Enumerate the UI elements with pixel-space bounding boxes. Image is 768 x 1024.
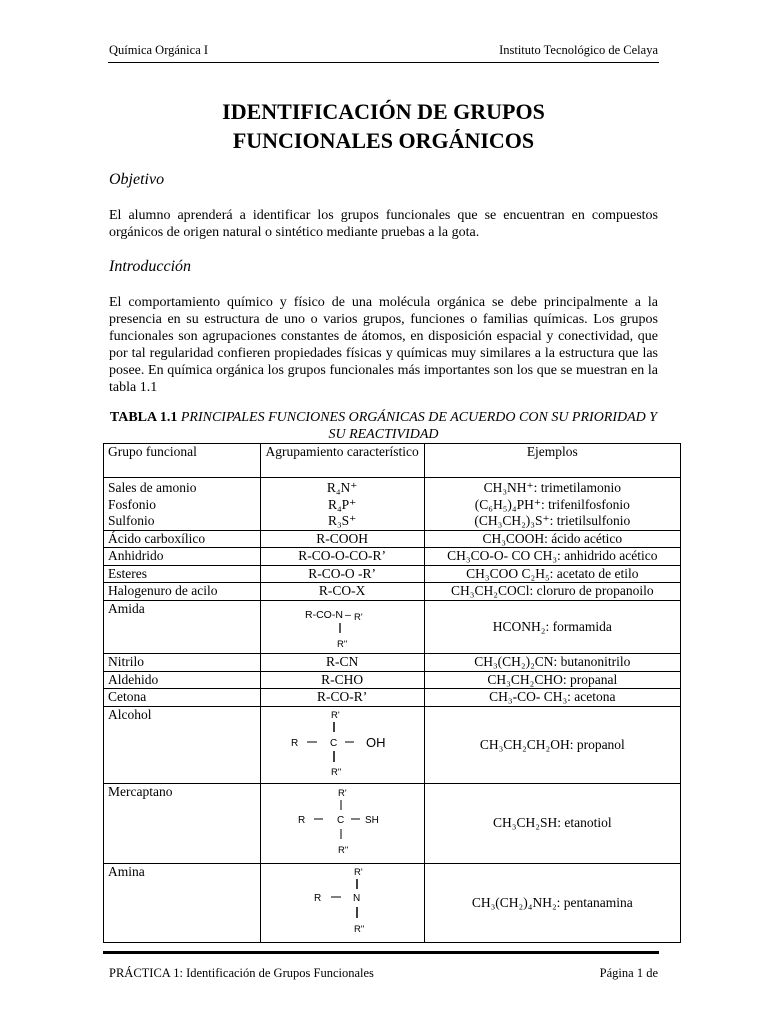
group-acyl-halide: Halogenuro de acilo	[104, 583, 261, 601]
footer-rule	[103, 951, 659, 954]
amine-r-bottom: R"	[354, 923, 365, 935]
alcohol-r-bottom: R"	[331, 766, 342, 778]
header-institution: Instituto Tecnológico de Celaya	[499, 43, 658, 57]
example-ketone: CH₃-CO- CH₃: acetona	[424, 689, 680, 707]
example-alcohol: CH₃CH₂CH₂OH: propanol	[424, 706, 680, 784]
group-amine: Amina	[104, 863, 261, 943]
alcohol-r-left: R	[291, 737, 299, 749]
example-amine: CH₃(CH₂)₄NH₂: pentanamina	[424, 863, 680, 943]
example-mercaptan: CH₃CH₂SH: etanotiol	[424, 784, 680, 864]
structure-amine	[260, 863, 424, 943]
group-ammonium: Sales de amonio	[108, 480, 197, 495]
onium-formulas	[260, 478, 424, 531]
table-row	[104, 863, 681, 943]
amine-nitrogen: N	[353, 892, 361, 904]
title-line-1: IDENTIFICACIÓN DE GRUPOS	[222, 99, 545, 124]
alcohol-structure-svg	[262, 707, 422, 779]
table-caption-text: PRINCIPALES FUNCIONES ORGÁNICAS DE ACUERDO CON SU PRIORIDAD Y SU REACTIVIDAD	[180, 410, 658, 442]
structure-amide	[260, 600, 424, 654]
mercaptan-carbon: C	[337, 815, 345, 826]
amide-r2: R"	[337, 638, 348, 649]
amide-dash: –	[345, 608, 351, 621]
formula-sulfonium: R₃S⁺	[327, 513, 357, 528]
table-row	[104, 548, 681, 566]
group-mercaptan: Mercaptano	[104, 784, 261, 864]
formula-ketone: R-CO-R’	[260, 689, 424, 707]
amine-r-left: R	[314, 892, 322, 904]
alcohol-r-top: R'	[331, 709, 340, 721]
example-aldehyde: CH₃CH₂CHO: propanal	[424, 671, 680, 689]
group-phosphonium: Fosfonio	[108, 496, 157, 512]
group-sulfonium: Sulfonio	[108, 513, 155, 528]
formula-anhydride: R-CO-O-CO-R’	[260, 548, 424, 566]
formula-ammonium: R₄N⁺	[326, 480, 358, 495]
example-nitrile: CH₃(CH₂)₂CN: butanonitrilo	[424, 654, 680, 672]
footer-practice: PRÁCTICA 1: Identificación de Grupos Funcionales	[109, 966, 374, 980]
amide-r1: R'	[354, 611, 363, 623]
example-carboxylic: CH₃COOH: ácido acético	[424, 530, 680, 548]
table-row	[104, 784, 681, 864]
example-ammonium: CH₃NH⁺: trimetilamonio	[483, 480, 622, 495]
introduction-heading: Introducción	[109, 258, 192, 275]
group-amide: Amida	[104, 600, 261, 654]
table-row	[104, 706, 681, 784]
formula-phosphonium: R₄P⁺	[327, 496, 357, 512]
table-header-row	[104, 444, 681, 478]
table-row	[104, 671, 681, 689]
formula-aldehyde: R-CHO	[260, 671, 424, 689]
formula-carboxylic: R-COOH	[260, 530, 424, 548]
table-label: TABLA 1.1	[109, 410, 178, 425]
header-rule	[108, 62, 659, 63]
mercaptan-r-top: R'	[338, 788, 347, 799]
group-aldehyde: Aldehido	[104, 671, 261, 689]
alcohol-carbon: C	[330, 737, 338, 749]
objective-heading: Objetivo	[109, 171, 165, 188]
table-row	[104, 654, 681, 672]
amine-r-top: R'	[354, 866, 363, 878]
table-row	[104, 689, 681, 707]
table-row	[104, 583, 681, 601]
structure-alcohol	[260, 706, 424, 784]
footer-page: Página 1 de	[599, 966, 658, 980]
group-nitrile: Nitrilo	[104, 654, 261, 672]
onium-examples	[424, 478, 680, 531]
example-phosphonium: (C₆H₅)₄PH⁺: trifenilfosfonio	[474, 496, 630, 512]
table-row	[104, 565, 681, 583]
group-alcohol: Alcohol	[104, 706, 261, 784]
header-group: Grupo funcional	[104, 444, 261, 478]
group-ester: Esteres	[104, 565, 261, 583]
header-course: Química Orgánica I	[109, 43, 209, 57]
amine-structure-svg	[262, 864, 422, 938]
formula-ester: R-CO-O -R’	[260, 565, 424, 583]
example-anhydride: CH₃CO-O- CO CH₃: anhidrido acético	[424, 548, 680, 566]
group-ketone: Cetona	[104, 689, 261, 707]
mercaptan-structure-svg	[262, 784, 422, 858]
formula-acyl-halide: R-CO-X	[260, 583, 424, 601]
table-row	[104, 600, 681, 654]
structure-mercaptan	[260, 784, 424, 864]
group-anhydride: Anhidrido	[104, 548, 261, 566]
page-title	[108, 97, 659, 155]
mercaptan-r-left: R	[298, 815, 306, 826]
functional-groups-table	[103, 443, 681, 943]
amide-main: R-CO-N	[305, 608, 344, 621]
alcohol-oh: OH	[366, 734, 386, 750]
table-caption	[108, 409, 659, 443]
example-ester: CH₃COO C₂H₅: acetato de etilo	[424, 565, 680, 583]
example-acyl-halide: CH₃CH₂COCl: cloruro de propanoilo	[424, 583, 680, 601]
onium-groups	[104, 478, 261, 531]
objective-text: El alumno aprenderá a identificar los grupos funcionales que se encuentran en compuestos orgánicos de origen natural o sintético mediante pruebas a la gota.	[109, 208, 658, 240]
header-pattern: Agrupamiento característico	[260, 444, 424, 478]
table-row	[104, 530, 681, 548]
formula-nitrile: R-CN	[260, 654, 424, 672]
mercaptan-r-bottom: R"	[338, 845, 349, 856]
example-amide: HCONH₂: formamida	[424, 600, 680, 654]
introduction-text: El comportamiento químico y físico de una molécula orgánica se debe principalmente a la presencia en su estructura de uno o varios grupos, funciones o familias químicas. Los grupos funcionales son agrupaciones constantes de átomos, en disposición espacial y conectividad, que por tal regularidad confieren propiedades físicas y químicas muy similares a la estructura que las posee. En química orgánica los grupos funcionales más importantes son los que se muestran en la tabla 1.1	[109, 295, 658, 395]
table-row-onium	[104, 478, 681, 531]
amide-structure-svg	[262, 601, 422, 649]
example-sulfonium: (CH₃CH₂)₃S⁺: trietilsulfonio	[474, 513, 631, 528]
title-line-2: FUNCIONALES ORGÁNICOS	[232, 128, 535, 153]
mercaptan-sh: SH	[365, 815, 380, 826]
group-carboxylic: Ácido carboxílico	[104, 530, 261, 548]
header-examples: Ejemplos	[424, 444, 680, 478]
